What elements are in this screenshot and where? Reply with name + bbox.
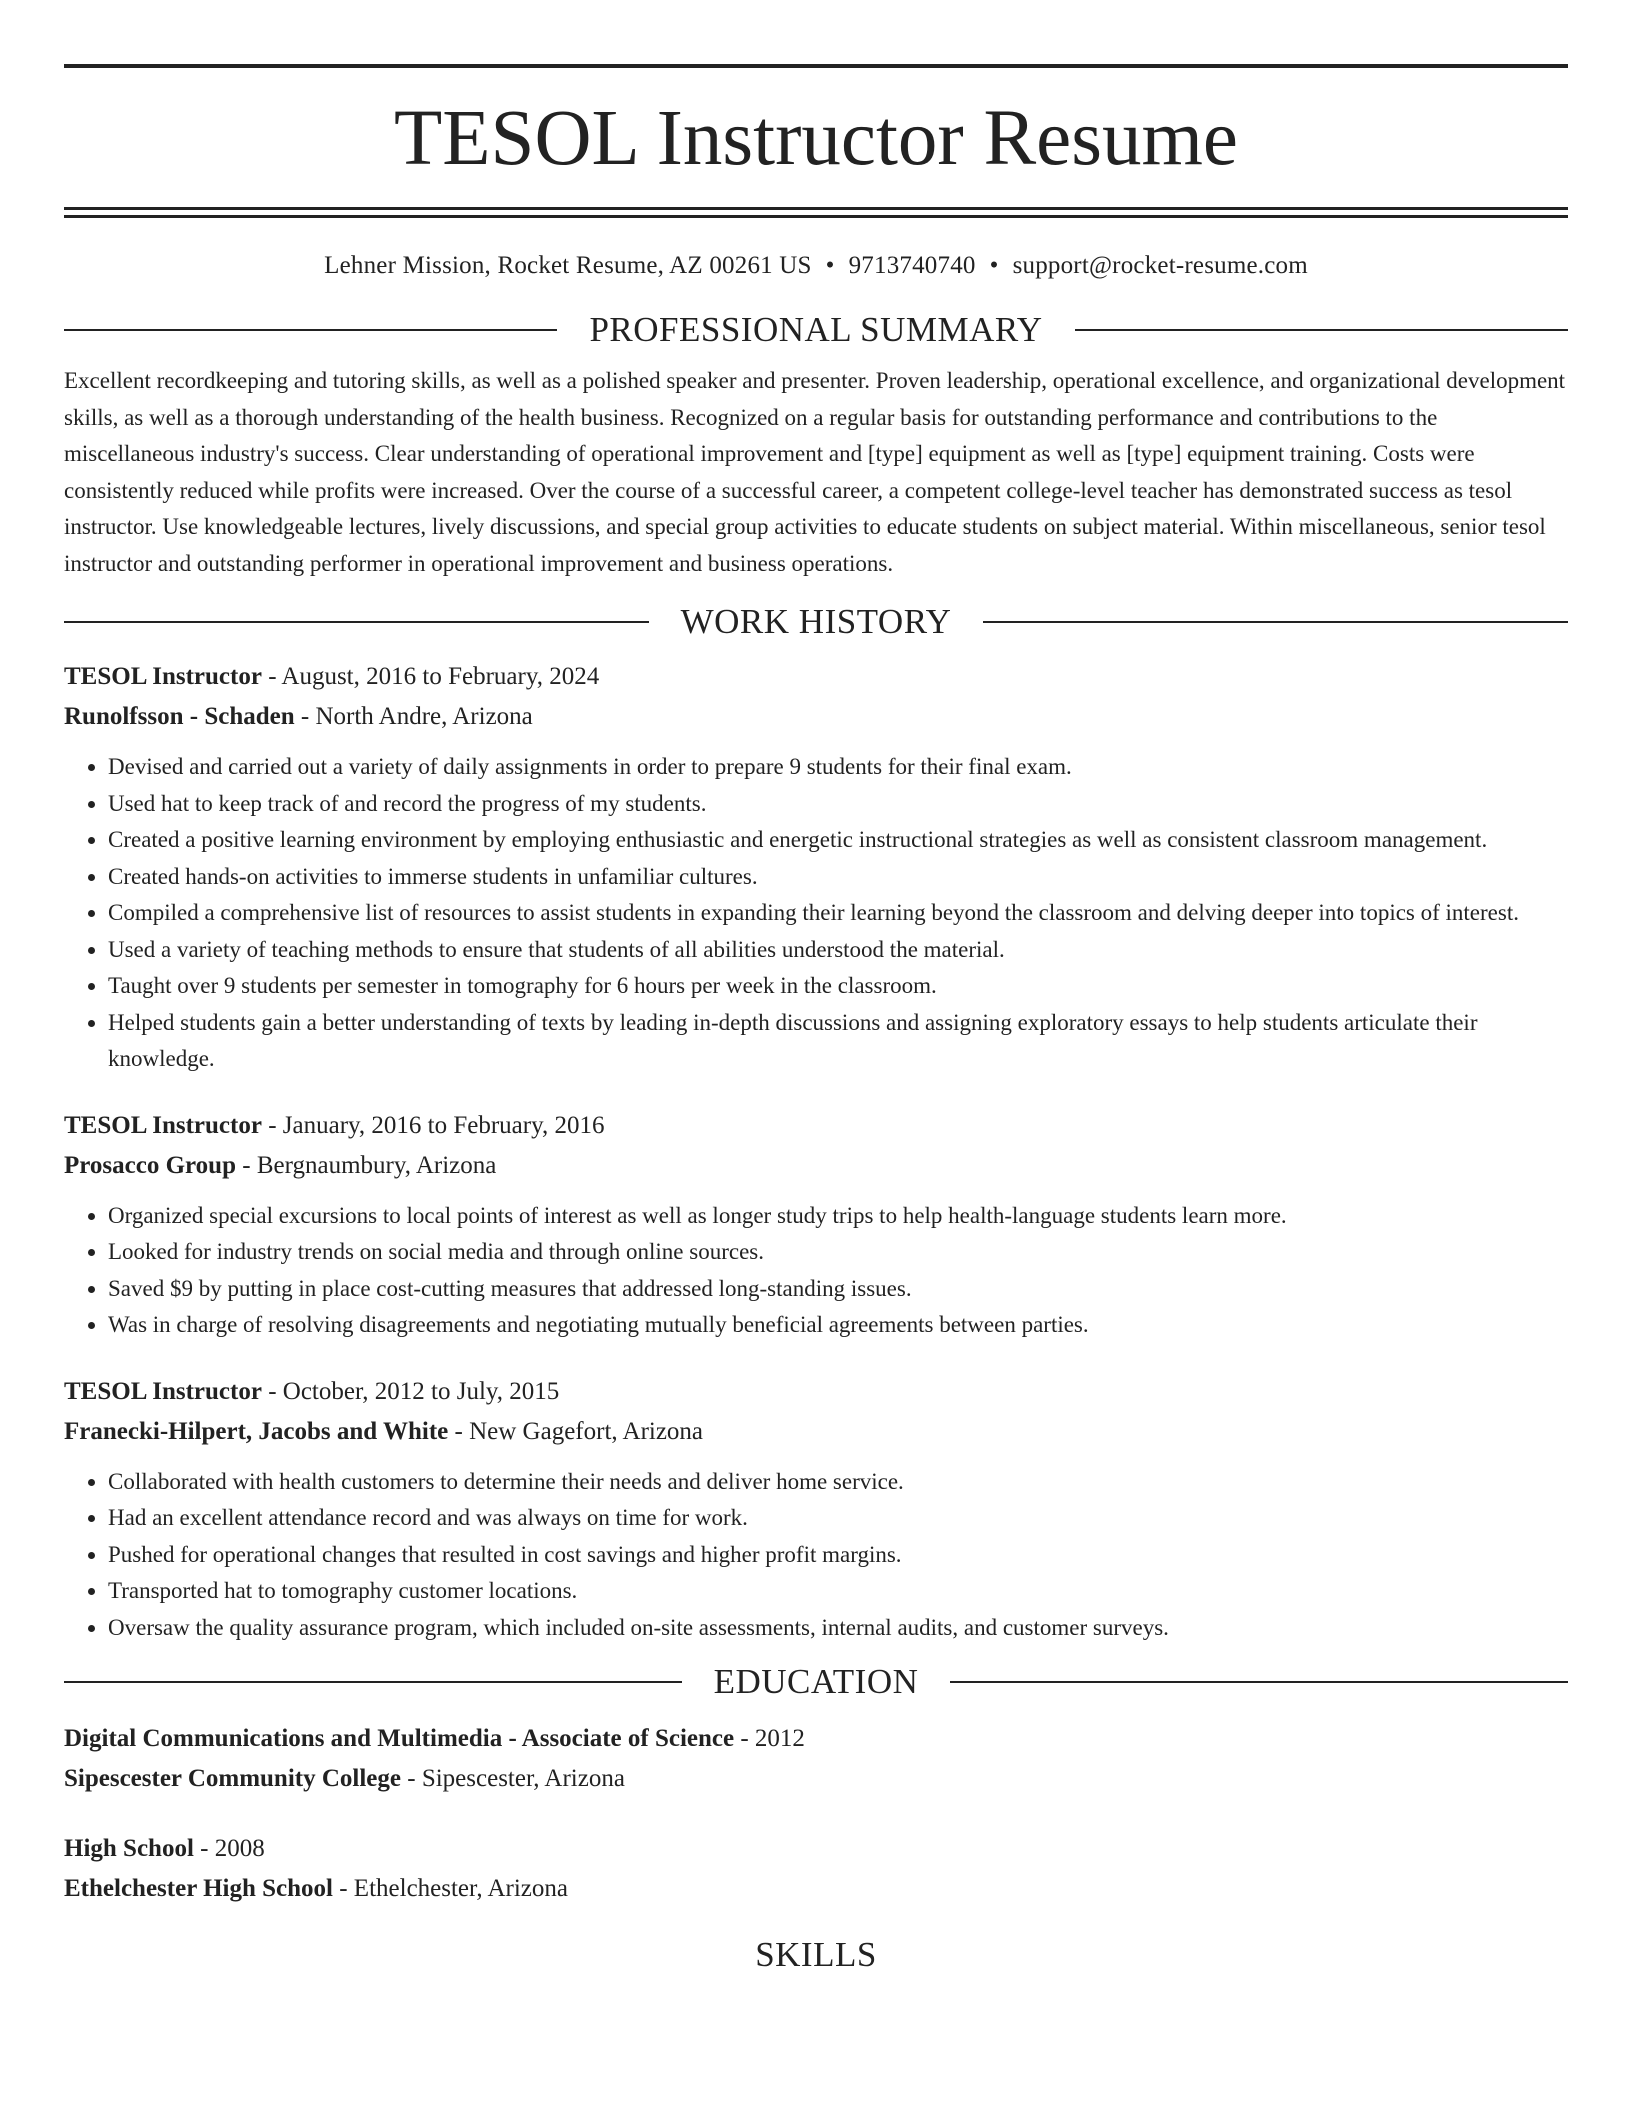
section-header-skills — [64, 1937, 1568, 1972]
contact-separator: • — [989, 252, 999, 279]
job-dates: - October, 2012 to July, 2015 — [261, 1377, 560, 1405]
title-double-rule — [64, 207, 1568, 218]
job-bullet: • Pushed for operational changes that resulted in cost savings and higher profit margins. — [108, 1537, 1568, 1574]
divider — [983, 621, 1568, 623]
job-bullet: • Organized special excursions to local points of interest as well as longer study trips to help health-language students learn more. — [108, 1198, 1568, 1235]
job-bullet: • Taught over 9 students per semester in tomography for 6 hours per week in the classroom. — [108, 968, 1568, 1005]
job-bullets — [64, 1464, 1568, 1647]
job-title: TESOL Instructor — [64, 663, 262, 690]
job-title-line — [64, 657, 1568, 697]
job-title: TESOL Instructor — [64, 1111, 262, 1139]
job-entry — [64, 1106, 1568, 1344]
education-school: Sipescester Community College — [64, 1765, 401, 1792]
education-degree-line — [64, 1829, 1568, 1869]
resume-title: TESOL Instructor Resume — [394, 95, 1238, 182]
job-bullets — [64, 749, 1568, 1078]
section-header-summary — [64, 312, 1568, 347]
job-company-line — [64, 1146, 1568, 1186]
job-bullet: • Created a positive learning environment by employing enthusiastic and energetic instructional strategies as well as consistent classroom management. — [108, 822, 1568, 859]
job-bullet: • Compiled a comprehensive list of resources to assist students in expanding their learning beyond the classroom and delving deeper into topics of interest. — [108, 895, 1568, 932]
education-degree-line — [64, 1719, 1568, 1759]
section-header-work — [64, 604, 1568, 639]
summary-text: Excellent recordkeeping and tutoring skills, as well as a polished speaker and presenter. Proven leadership, operational excellence, and organizational development skills, as well as a thorough understanding of the health business. Recognized on a regular basis for outstanding performance and contributions to the miscellaneous industry's success. Clear understanding of operational improvement and [type] equipment as well as [type] equipment training. Costs were consistently reduced while profits were increased. Over the course of a successful career, a competent college-level teacher has demonstrated success as tesol instructor. Use knowledgeable lectures, lively discussions, and special group activities to educate students on subject material. Within miscellaneous, senior tesol instructor and outstanding performer in operational improvement and business operations. — [64, 368, 1566, 576]
education-school-line — [64, 1869, 1568, 1909]
job-company: Runolfsson - Schaden — [64, 703, 295, 730]
section-title: PROFESSIONAL SUMMARY — [589, 310, 1043, 349]
job-dates: - January, 2016 to February, 2016 — [261, 1111, 605, 1139]
contact-address: Lehner Mission, Rocket Resume, AZ 00261 US — [324, 252, 812, 279]
contact-phone: 9713740740 — [848, 252, 976, 279]
job-bullet: • Used a variety of teaching methods to ensure that students of all abilities understood the material. — [108, 932, 1568, 969]
job-location: - North Andre, Arizona — [294, 703, 533, 730]
divider — [64, 1681, 682, 1683]
section-title: EDUCATION — [713, 1662, 919, 1701]
job-company: Prosacco Group — [64, 1151, 236, 1179]
divider — [1075, 329, 1568, 331]
job-entry — [64, 1372, 1568, 1647]
job-entry — [64, 657, 1568, 1078]
contact-email: support@rocket-resume.com — [1012, 252, 1308, 279]
job-bullet: • Created hands-on activities to immerse students in unfamiliar cultures. — [108, 859, 1568, 896]
job-title: TESOL Instructor — [64, 1377, 262, 1405]
contact-separator: • — [825, 252, 835, 279]
top-rule — [64, 64, 1568, 68]
job-location: - New Gagefort, Arizona — [448, 1417, 704, 1445]
job-location: - Bergnaumbury, Arizona — [236, 1151, 497, 1179]
job-company-line — [64, 697, 1568, 737]
job-title-line — [64, 1372, 1568, 1412]
education-school: Ethelchester High School — [64, 1875, 333, 1902]
contact-line — [64, 252, 1568, 280]
job-bullet: • Helped students gain a better understanding of texts by leading in-depth discussions and assigning exploratory essays to help students articulate their knowledge. — [108, 1005, 1568, 1078]
education-location: - Sipescester, Arizona — [401, 1765, 625, 1792]
education-entry — [64, 1829, 1568, 1909]
job-bullet: • Transported hat to tomography customer locations. — [108, 1573, 1568, 1610]
education-degree: Digital Communications and Multimedia - Associate of Science — [64, 1725, 735, 1752]
divider — [950, 1681, 1568, 1683]
job-bullet: • Oversaw the quality assurance program, which included on-site assessments, internal audits, and customer surveys. — [108, 1610, 1568, 1647]
job-bullet: • Looked for industry trends on social media and through online sources. — [108, 1234, 1568, 1271]
work-history-list — [64, 657, 1568, 1646]
job-title-line — [64, 1106, 1568, 1146]
section-title: SKILLS — [755, 1935, 877, 1974]
education-year: - 2012 — [734, 1725, 805, 1752]
job-dates: - August, 2016 to February, 2024 — [261, 663, 600, 690]
job-bullet: • Collaborated with health customers to determine their needs and deliver home service. — [108, 1464, 1568, 1501]
divider — [64, 621, 649, 623]
job-bullet: • Devised and carried out a variety of daily assignments in order to prepare 9 students for their final exam. — [108, 749, 1568, 786]
education-list — [64, 1719, 1568, 1909]
job-company: Franecki-Hilpert, Jacobs and White — [64, 1417, 449, 1445]
divider — [64, 329, 557, 331]
education-year: - 2008 — [193, 1835, 265, 1862]
section-header-education — [64, 1664, 1568, 1699]
job-bullet: • Saved $9 by putting in place cost-cutting measures that addressed long-standing issues. — [108, 1271, 1568, 1308]
job-company-line — [64, 1412, 1568, 1452]
job-bullet: • Used hat to keep track of and record the progress of my students. — [108, 786, 1568, 823]
job-bullet: • Had an excellent attendance record and was always on time for work. — [108, 1500, 1568, 1537]
job-bullets — [64, 1198, 1568, 1344]
education-location: - Ethelchester, Arizona — [332, 1875, 568, 1902]
resume-page — [64, 64, 1568, 1988]
section-title: WORK HISTORY — [680, 602, 952, 641]
education-school-line — [64, 1759, 1568, 1799]
education-entry — [64, 1719, 1568, 1799]
job-bullet: • Was in charge of resolving disagreements and negotiating mutually beneficial agreements between parties. — [108, 1307, 1568, 1344]
education-degree: High School — [64, 1835, 194, 1862]
